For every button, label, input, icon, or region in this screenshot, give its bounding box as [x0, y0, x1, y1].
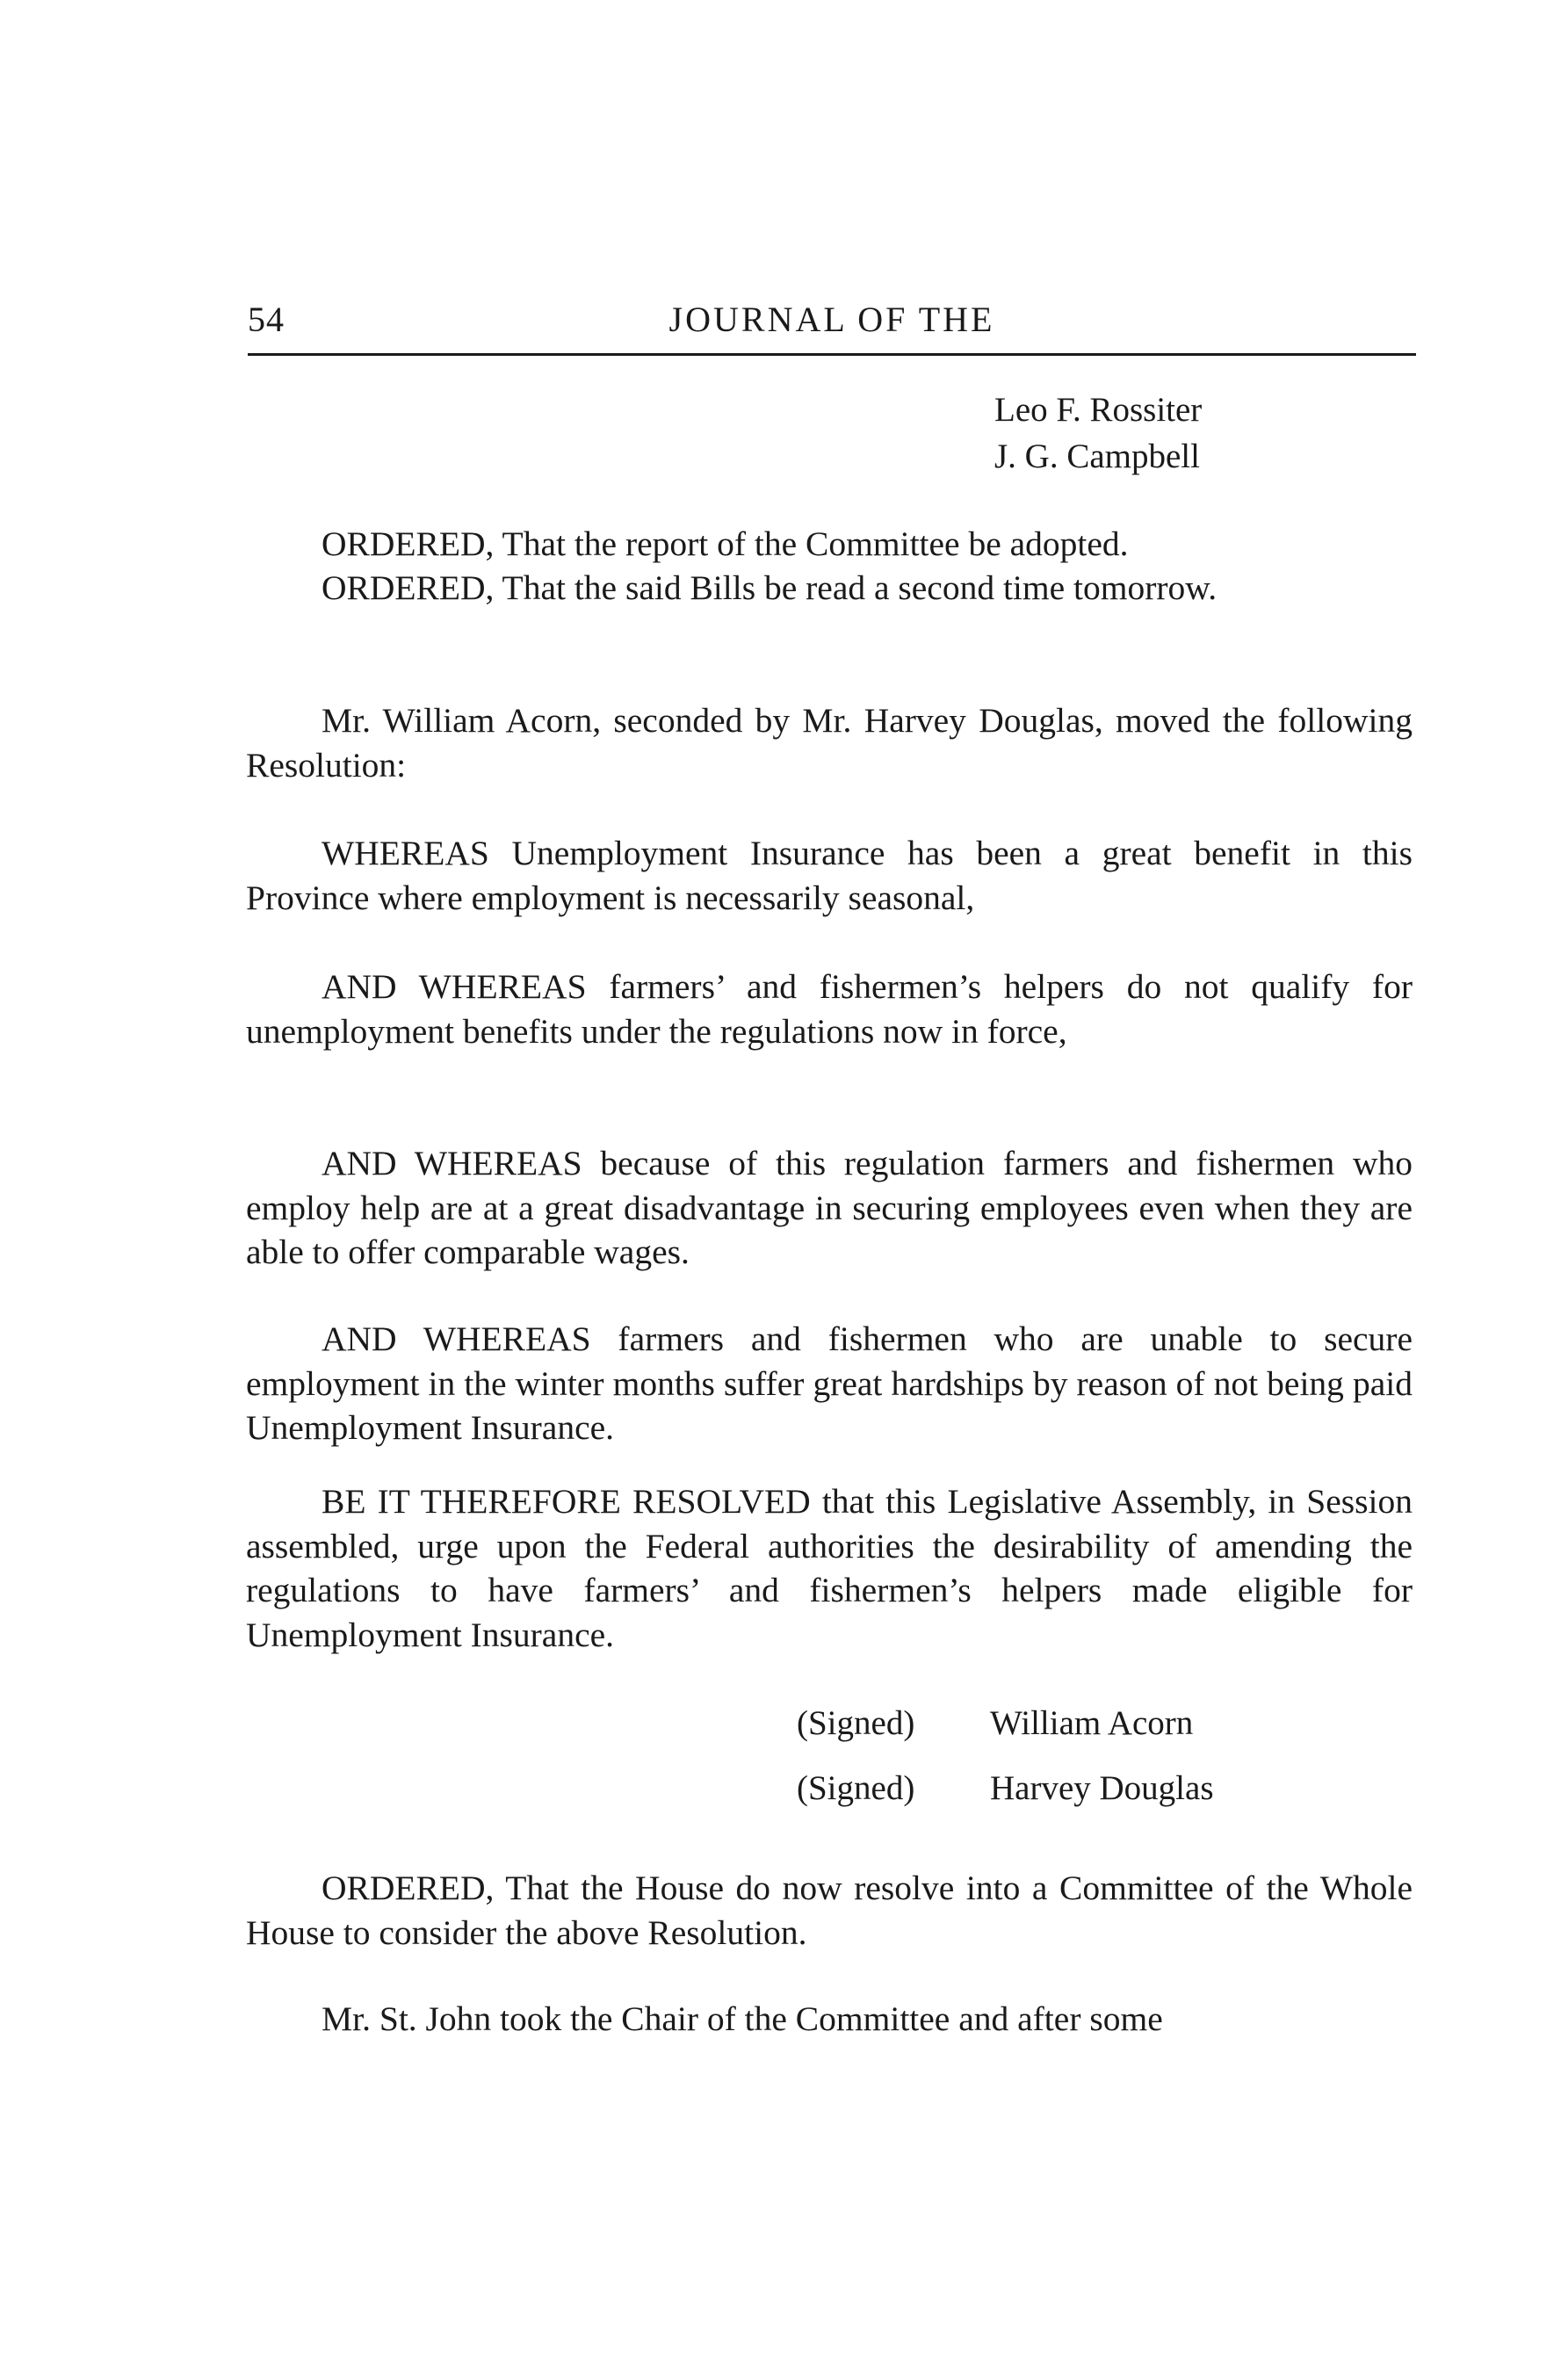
signer-name: J. G. Campbell	[994, 437, 1200, 475]
signature-line	[797, 1702, 1193, 1746]
page-number: 54	[248, 300, 285, 339]
running-head: JOURNAL OF THE	[668, 300, 995, 339]
order-adopt-report: ORDERED, That the report of the Committee be adopted.	[322, 524, 1129, 563]
motion-paragraph: Mr. William Acorn, seconded by Mr. Harvey Douglas, moved the following Resolution:	[246, 701, 1413, 784]
signed-label: (Signed)	[797, 1769, 915, 1807]
signatory-name: Harvey Douglas	[990, 1769, 1214, 1807]
signed-label: (Signed)	[797, 1704, 915, 1742]
whereas-clause-1: WHEREAS Unemployment Insurance has been a great benefit in this Province where employment is necessarily seasonal,	[246, 834, 1413, 917]
signer-name: Leo F. Rossiter	[994, 391, 1203, 429]
whereas-clause-4: AND WHEREAS farmers and fishermen who are unable to secure employment in the winter months suffer great hardships by reason of not being paid Unemployment Insurance.	[246, 1319, 1413, 1447]
resolved-clause: BE IT THEREFORE RESOLVED that this Legislative Assembly, in Session assembled, urge upon the Federal authorities the desirability of amending the regulations to have farmers’ and fishermen’s helpers made eligible for Unemployment Insurance.	[246, 1482, 1413, 1654]
whereas-clause-3: AND WHEREAS because of this regulation farmers and fishermen who employ help are at a great disadvantage in securing employees even when they are able to offer comparable wages.	[246, 1144, 1413, 1271]
committee-signers	[994, 387, 1202, 480]
whereas-clause-2: AND WHEREAS farmers’ and fishermen’s helpers do not qualify for unemployment benefits under the regulations now in force,	[246, 967, 1413, 1051]
order-committee-whole: ORDERED, That the House do now resolve into a Committee of the Whole House to consider the above Resolution.	[246, 1869, 1413, 1952]
page-header	[248, 299, 1416, 356]
chair-paragraph: Mr. St. John took the Chair of the Committee and after some	[322, 1999, 1163, 2038]
signatory-name: William Acorn	[990, 1704, 1194, 1742]
signature-line	[797, 1767, 1214, 1811]
order-second-reading: ORDERED, That the said Bills be read a second time tomorrow.	[322, 568, 1218, 607]
